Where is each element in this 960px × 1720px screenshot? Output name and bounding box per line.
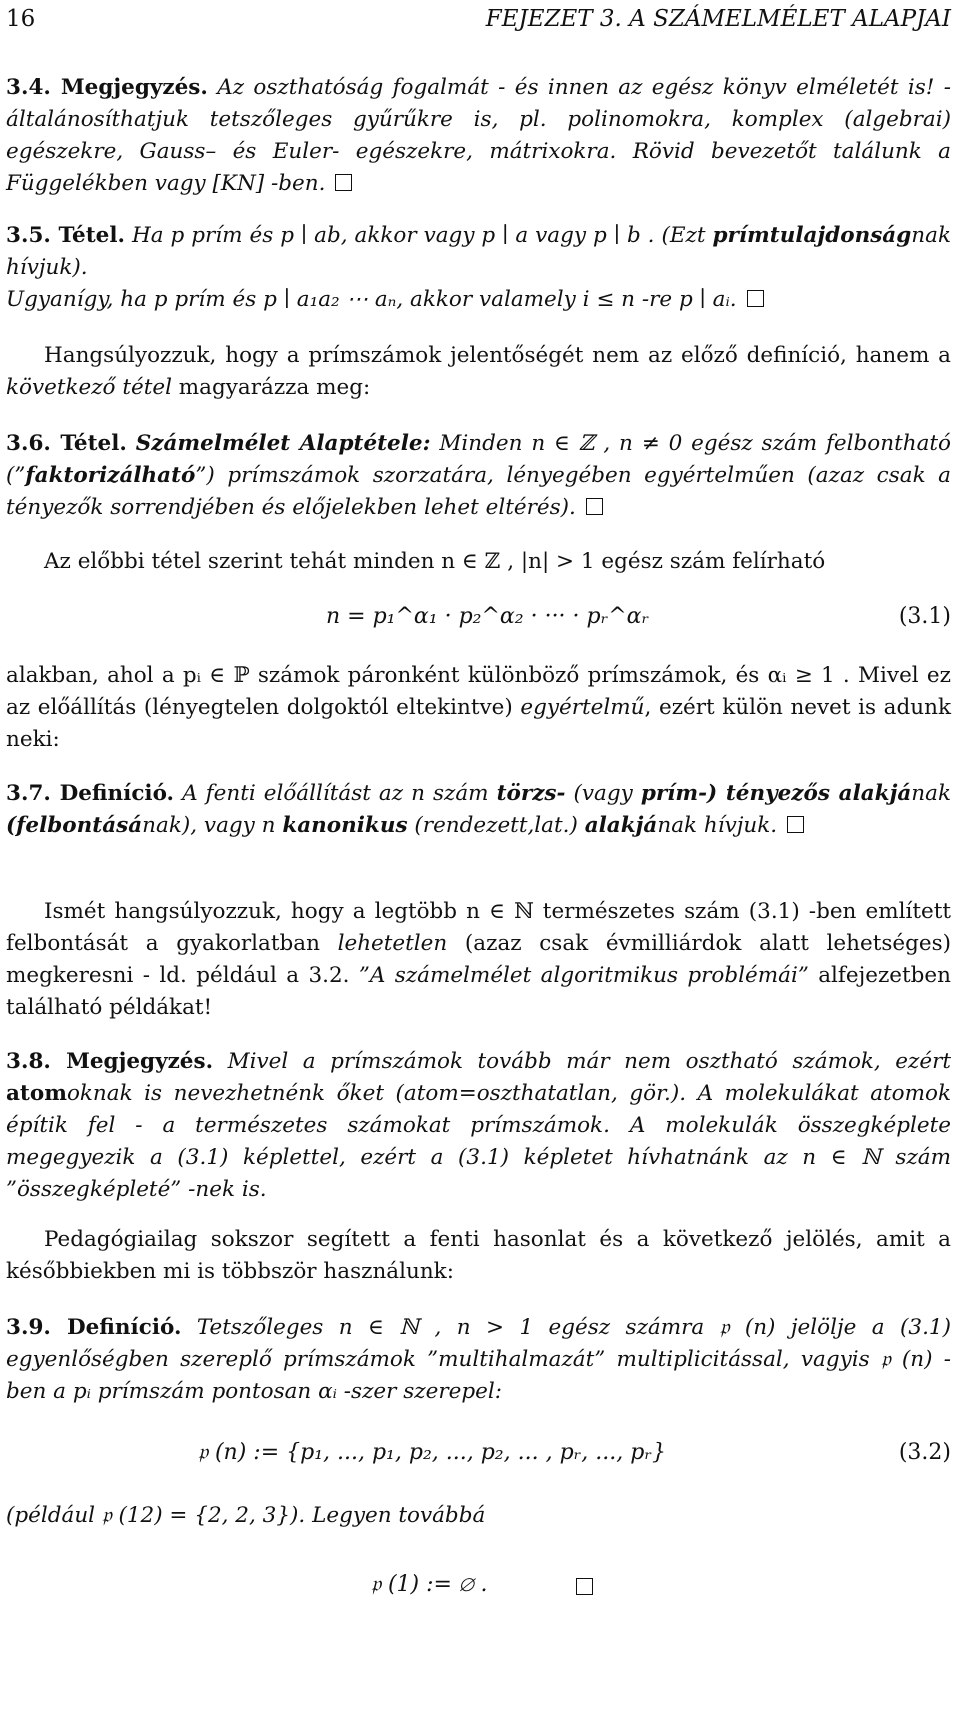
final-formula <box>6 1566 951 1612</box>
theorem-text: ”) prímszámok szorzatára, lényegében egyértelműen (azaz csak a tényezők sorrendjében és előjelekben lehet eltérés). <box>6 463 951 520</box>
theorem-term: faktorizálható <box>25 463 196 488</box>
remark-label: 3.8. Megjegyzés. <box>6 1049 214 1074</box>
qed-icon <box>787 816 804 833</box>
paragraph <box>6 896 951 1024</box>
qed-icon <box>335 174 352 191</box>
paragraph-text: , ezért külön nevet is adunk neki: <box>6 695 951 752</box>
remark-text: Mivel a prímszámok tovább már nem osztható számok, ezért <box>227 1049 951 1074</box>
definition-text: nak), vagy n <box>142 813 276 838</box>
qed-icon <box>747 290 764 307</box>
theorem-title: Számelmélet Alaptétele: <box>135 431 431 456</box>
qed-icon <box>586 498 603 515</box>
equation-number: (3.1) <box>898 604 951 629</box>
paragraph-text: Hangsúlyozzuk, hogy a prímszámok jelentőségét nem az előző definíció, hanem a <box>44 343 951 368</box>
definition-label: 3.7. Definíció. <box>6 781 175 806</box>
paragraph <box>6 546 951 578</box>
definition-text: (rendezett,lat.) <box>414 813 578 838</box>
theorem-3-5 <box>6 220 951 316</box>
definition-text: nak <box>911 781 951 806</box>
paragraph <box>6 1224 951 1288</box>
theorem-3-6 <box>6 428 951 524</box>
paragraph-text: (azaz csak évmilliárdok alatt lehetséges) megkeresni - ld. például a 3.2. <box>6 931 951 988</box>
paragraph <box>6 340 951 404</box>
remark-text: Az oszthatóság fogalmát - és innen az egész könyv elméletét is! - általánosíthatjuk tetszőleges gyűrűkre is, pl. polinomokra, komplex (algebrai) egészekre, Gauss– és Euler- egészekre, mátrixokra. Rövid bevezetőt találunk a Függelékben vagy [KN] -ben. <box>6 75 951 196</box>
remark-label: 3.4. Megjegyzés. <box>6 75 208 100</box>
definition-text: A fenti előállítást az n szám <box>182 781 489 806</box>
definition-3-7 <box>6 778 951 842</box>
paragraph <box>6 660 951 756</box>
theorem-text: Ugyanígy, ha p prím és p ∣ a₁a₂ ⋯ aₙ, akkor valamely i ≤ n -re p ∣ aᵢ. <box>6 287 737 312</box>
paragraph-text: alfejezetben található példákat! <box>6 963 951 1020</box>
definition-text: nak hívjuk. <box>657 813 778 838</box>
paragraph-text: alakban, ahol a pᵢ ∈ ℙ számok páronként különböző prímszámok, és αᵢ ≥ 1 . Mivel ez az előállítás (lényegtelen dolgoktól eltekintve) <box>6 663 951 720</box>
equation-formula: 𝔭 (n) := {p₁, ..., p₁, p₂, ..., p₂, ... , pᵣ, ..., pᵣ} <box>198 1440 666 1465</box>
emphasis: következő tétel <box>6 375 172 400</box>
equation-formula: n = p₁^α₁ · p₂^α₂ · ··· · pᵣ^αᵣ <box>326 604 650 629</box>
remark-text: oknak is nevezhetnénk őket (atom=oszthatatlan, gör.). A molekulákat atomok építik fel - a természetes számokat prímszámok. A molekulák összegképlete megegyezik a (3.1) képlettel, ezért a (3.1) képletet hívhatnánk az n ∈ ℕ szám ”összegképleté” -nek is. <box>6 1081 951 1202</box>
definition-term: törzs- <box>496 781 566 806</box>
definition-term: kanonikus <box>282 813 408 838</box>
equation-3-2 <box>6 1434 951 1480</box>
page-number: 16 <box>6 6 36 32</box>
emphasis: lehetetlen <box>337 931 448 956</box>
equation-3-1 <box>6 598 951 644</box>
definition-term: (felbontásá <box>6 813 143 838</box>
definition-3-9 <box>6 1312 951 1408</box>
definition-term: prím-) tényezős alakjá <box>640 781 912 806</box>
paragraph-text: Ismét hangsúlyozzuk, hogy a legtöbb n ∈ ℕ természetes szám (3.1) -ben említett felbontását a gyakorlatban <box>6 899 951 956</box>
paragraph-text: Pedagógiailag sokszor segített a fenti hasonlat és a következő jelölés, amit a későbbiekben mi is többször használunk: <box>6 1227 951 1284</box>
definition-label: 3.9. Definíció. <box>6 1315 182 1340</box>
remark-3-8 <box>6 1046 951 1206</box>
paragraph-text: magyarázza meg: <box>178 375 371 400</box>
definition-text: Tetszőleges n ∈ ℕ , n > 1 egész számra 𝔭 (n) jelölje a (3.1) egyenlőségben szereplő prímszámok ”multihalmazát” multiplicitással, vagyis 𝔭 (n) -ben a pᵢ prímszám pontosan αᵢ -szer szerepel: <box>6 1315 951 1404</box>
theorem-text: Minden n ∈ ℤ , n ≠ 0 egész szám felbontható (” <box>6 431 951 488</box>
page-header <box>6 6 951 40</box>
remark-term: atom <box>6 1081 67 1106</box>
paragraph-text: (például 𝔭 (12) = {2, 2, 3}). Legyen továbbá <box>6 1503 486 1528</box>
paragraph-text: Az előbbi tétel szerint tehát minden n ∈ ℤ , |n| > 1 egész szám felírható <box>44 549 826 574</box>
theorem-text: nak hívjuk). <box>6 223 951 280</box>
definition-text: (vagy <box>573 781 633 806</box>
remark-3-4 <box>6 72 951 200</box>
emphasis: egyértelmű <box>520 695 645 720</box>
theorem-label: 3.5. Tétel. <box>6 223 125 248</box>
theorem-text: Ha p prím és p ∣ ab, akkor vagy p ∣ a vagy p ∣ b . (Ezt <box>131 223 706 248</box>
definition-term: alakjá <box>584 813 658 838</box>
equation-number: (3.2) <box>898 1440 951 1465</box>
formula-text: 𝔭 (1) := ∅ . <box>371 1572 488 1597</box>
chapter-title: FEJEZET 3. A SZÁMELMÉLET ALAPJAI <box>485 6 951 32</box>
theorem-label: 3.6. Tétel. <box>6 431 127 456</box>
emphasis: ”A számelmélet algoritmikus problémái” <box>358 963 809 988</box>
theorem-term: prímtulajdonság <box>712 223 912 248</box>
qed-icon <box>576 1578 593 1595</box>
paragraph <box>6 1500 951 1532</box>
